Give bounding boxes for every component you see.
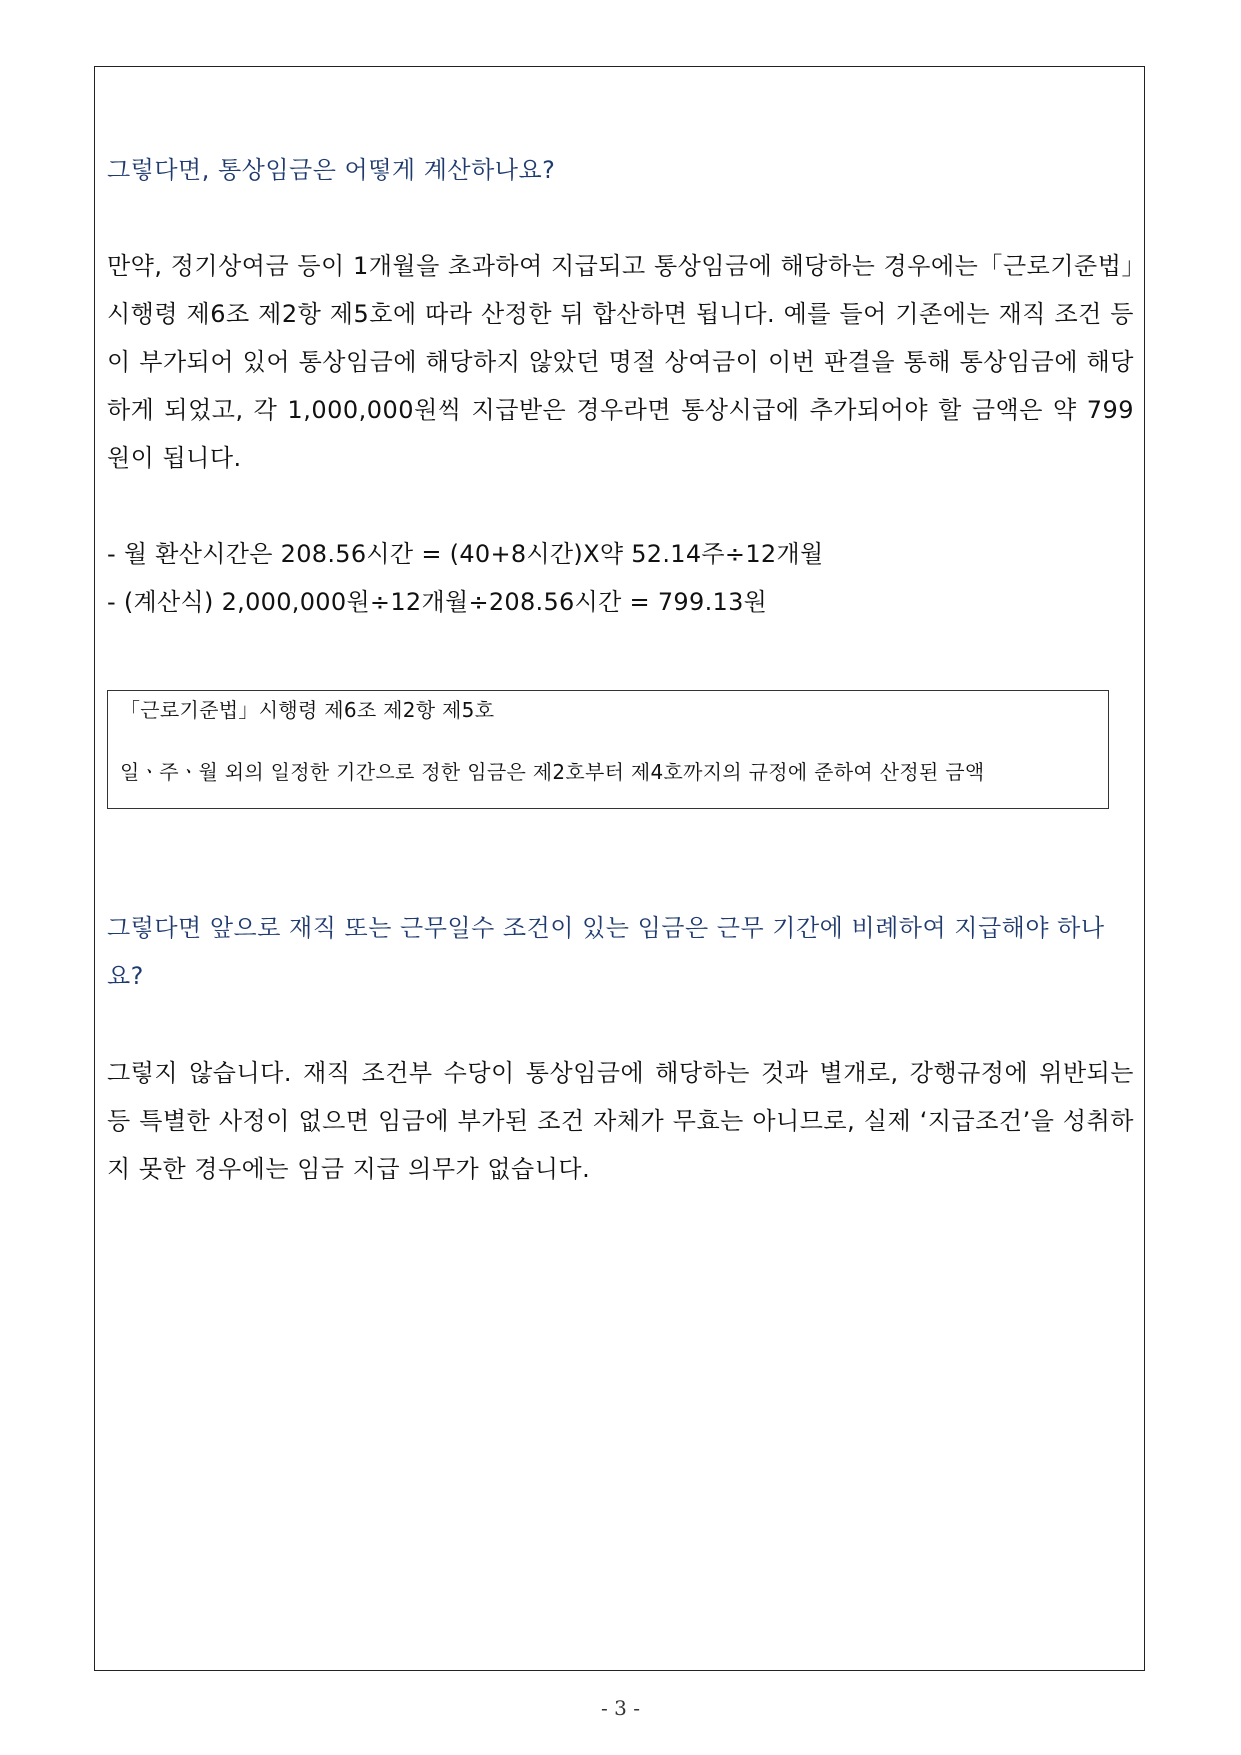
calculation-body bbox=[107, 242, 1134, 482]
section-proportional-pay bbox=[107, 904, 1134, 1000]
page-number: - 3 - bbox=[601, 1696, 640, 1720]
section-heading-proportional-pay: 그렇다면 앞으로 재직 또는 근무일수 조건이 있는 임금은 근무 기간에 비례하여 지급해야 하나요? bbox=[107, 914, 1105, 990]
law-quote-text: 일ㆍ주ㆍ월 외의 일정한 기간으로 정한 임금은 제2호부터 제4호까지의 규정에 준하여 산정된 금액 bbox=[120, 760, 985, 784]
formula-line-monthly-hours: - 월 환산시간은 208.56시간 = (40+8시간)X약 52.14주÷12개월 bbox=[107, 540, 824, 568]
formula-list bbox=[107, 530, 1134, 626]
law-quote-box bbox=[107, 690, 1109, 809]
calculation-paragraph: 만약, 정기상여금 등이 1개월을 초과하여 지급되고 통상임금에 해당하는 경우에는「근로기준법」시행령 제6조 제2항 제5호에 따라 산정한 뒤 합산하면 됩니다. 예를 들어 기존에는 재직 조건 등이 부가되어 있어 통상임금에 해당하지 않았던 명절 상여금이 이번 판결을 통해 통상임금에 해당하게 되었고, 각 1,000,000원씩 지급받은 경우라면 통상시급에 추가되어야 할 금액은 약 799원이 됩니다. bbox=[107, 252, 1134, 472]
proportional-pay-body bbox=[107, 1049, 1134, 1193]
formula-line-calculation: - (계산식) 2,000,000원÷12개월÷208.56시간 = 799.13원 bbox=[107, 588, 768, 616]
section-heading-calculation: 그렇다면, 통상임금은 어떻게 계산하나요? bbox=[107, 156, 556, 184]
proportional-pay-paragraph: 그렇지 않습니다. 재직 조건부 수당이 통상임금에 해당하는 것과 별개로, 강행규정에 위반되는 등 특별한 사정이 없으면 임금에 부가된 조건 자체가 무효는 아니므로, 실제 ‘지급조건’을 성취하지 못한 경우에는 임금 지급 의무가 없습니다. bbox=[107, 1059, 1134, 1183]
law-quote-title: 「근로기준법」시행령 제6조 제2항 제5호 bbox=[120, 698, 495, 722]
section-calculation bbox=[107, 146, 1134, 194]
